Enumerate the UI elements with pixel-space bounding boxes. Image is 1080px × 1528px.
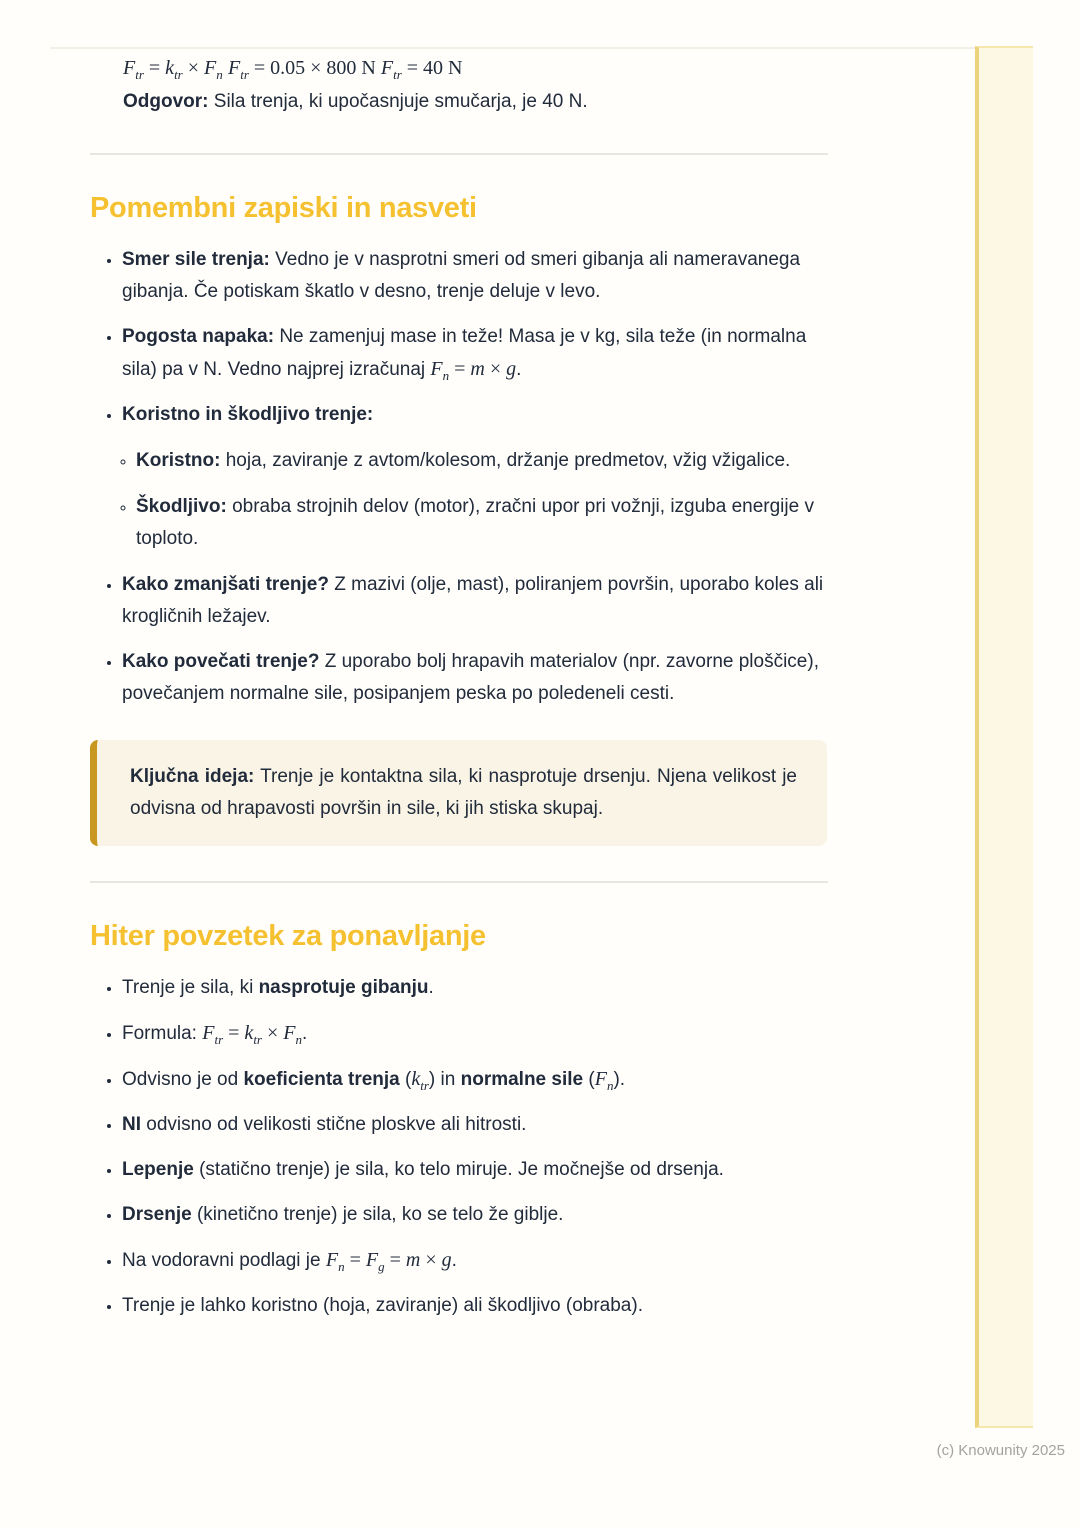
answer-line — [90, 85, 828, 118]
text-segment: $F_{tr} = 40$ N — [380, 57, 463, 82]
text-segment: (kinetično trenje) je sila, ko se telo že giblje. — [191, 1204, 564, 1225]
list-item — [122, 646, 828, 710]
text-segment: Ne zamenjuj mase in teže! Masa je v kg, sila teže (in normalna sila) pa v N. Vedno najprej izračunaj — [122, 326, 807, 380]
section-title-summary: Hiter povzetek za ponavljanje — [90, 920, 486, 952]
page-top-edge — [50, 47, 976, 49]
list-item — [122, 1199, 828, 1231]
text-segment: hoja, zaviranje z avtom/kolesom, držanje predmetov, vžig vžigalice. — [220, 450, 791, 471]
copyright-footer: (c) Knowunity 2025 — [936, 1442, 1065, 1459]
text-segment: (statično trenje) je sila, ko telo miruje. Je močnejše od drsenja. — [193, 1159, 724, 1180]
text-segment: Pogosta napaka: — [122, 326, 275, 347]
text-segment: obraba strojnih delov (motor), zračni upor pri vožnji, izguba energije v toploto. — [136, 496, 814, 549]
text-segment: $F_{tr} = 0.05 \times 800$ N — [227, 57, 381, 82]
text-segment: Odvisno je od — [122, 1069, 244, 1090]
text-segment: $F_n$ — [594, 1068, 614, 1093]
text-segment: Vedno je v nasprotni smeri od smeri gibanja ali nameravanega gibanja. Če potiskam škatlo v desno, trenje deluje v levo. — [122, 249, 801, 302]
text-segment: Smer sile trenja: — [122, 249, 270, 270]
text-segment: ( — [399, 1069, 412, 1090]
text-segment: Sila trenja, ki upočasnjuje smučarja, je 40 N. — [208, 91, 588, 112]
text-segment: Z mazivi (olje, mast), poliranjem površin, uporabo koles ali krogličnih ležajev. — [122, 574, 824, 627]
text-segment: $k_{tr}$ — [411, 1068, 429, 1093]
text-segment: $F_{tr} = k_{tr} \times F_n$ — [123, 57, 223, 82]
text-segment: Lepenje — [122, 1159, 194, 1180]
section-divider — [90, 881, 828, 883]
text-segment: $F_{tr} = k_{tr} \times F_n$ — [202, 1022, 302, 1047]
text-segment: Ključna ideja: — [130, 766, 255, 787]
list-item — [122, 1063, 828, 1096]
text-segment: Drsenje — [122, 1204, 192, 1225]
page-edge-stripe — [975, 46, 1033, 1428]
text-segment: . — [301, 1023, 308, 1044]
text-segment: ) in — [428, 1069, 461, 1090]
list-item — [122, 399, 828, 555]
text-segment: Škodljivo: — [136, 496, 227, 517]
text-segment: koeficienta trenja — [243, 1069, 400, 1090]
text-segment: Trenje je lahko koristno (hoja, zaviranje) ali škodljivo (obraba). — [122, 1295, 643, 1316]
sublist-item — [136, 491, 828, 555]
list-item — [122, 1017, 828, 1050]
text-segment: ( — [583, 1069, 595, 1090]
text-segment: Kako zmanjšati trenje? — [122, 574, 329, 595]
list-item-text — [122, 404, 373, 425]
text-segment: $F_n = F_g = m \times g$ — [325, 1249, 452, 1274]
text-segment: Koristno in škodljivo trenje: — [122, 404, 374, 425]
text-segment: Formula: — [122, 1023, 203, 1044]
key-idea-text — [130, 761, 797, 825]
list-item — [122, 1290, 828, 1322]
friction-formula-line — [90, 50, 828, 85]
notes-sublist — [122, 445, 828, 555]
text-segment: ). — [613, 1069, 626, 1090]
summary-list — [90, 972, 828, 1322]
text-segment: Kako povečati trenje? — [122, 651, 320, 672]
list-item — [122, 1109, 828, 1141]
section-divider — [90, 153, 828, 155]
section-title-notes: Pomembni zapiski in nasveti — [90, 192, 477, 224]
text-segment: Z uporabo bolj hrapavih materialov (npr. zavorne ploščice), povečanjem normalne sile, posipanjem peska po poledeneli cesti. — [122, 651, 819, 704]
notes-list — [90, 244, 828, 710]
list-item — [122, 569, 828, 633]
text-segment: NI — [122, 1114, 141, 1135]
text-segment: . — [451, 1250, 457, 1271]
key-idea-callout — [90, 740, 827, 846]
list-item — [122, 321, 828, 386]
list-item — [122, 244, 828, 308]
text-segment: Odgovor: — [123, 91, 209, 112]
text-segment: Na vodoravni podlagi je — [122, 1250, 326, 1271]
text-segment: $F_n = m \times g$ — [430, 358, 517, 383]
text-segment: . — [516, 359, 522, 380]
text-segment: Trenje je kontaktna sila, ki nasprotuje drsenju. Njena velikost je odvisna od hrapavosti površin in sile, ki jih stiska skupaj. — [130, 766, 797, 819]
text-segment: . — [428, 977, 434, 998]
text-segment: nasprotuje gibanju — [258, 977, 429, 998]
text-segment: odvisno od velikosti stične ploskve ali hitrosti. — [141, 1114, 527, 1135]
text-segment: Koristno: — [136, 450, 221, 471]
note-content — [90, 50, 828, 1335]
list-item — [122, 972, 828, 1004]
text-segment: normalne sile — [460, 1069, 584, 1090]
text-segment: Trenje je sila, ki — [122, 977, 259, 998]
list-item — [122, 1154, 828, 1186]
sublist-item — [136, 445, 828, 477]
list-item — [122, 1244, 828, 1277]
